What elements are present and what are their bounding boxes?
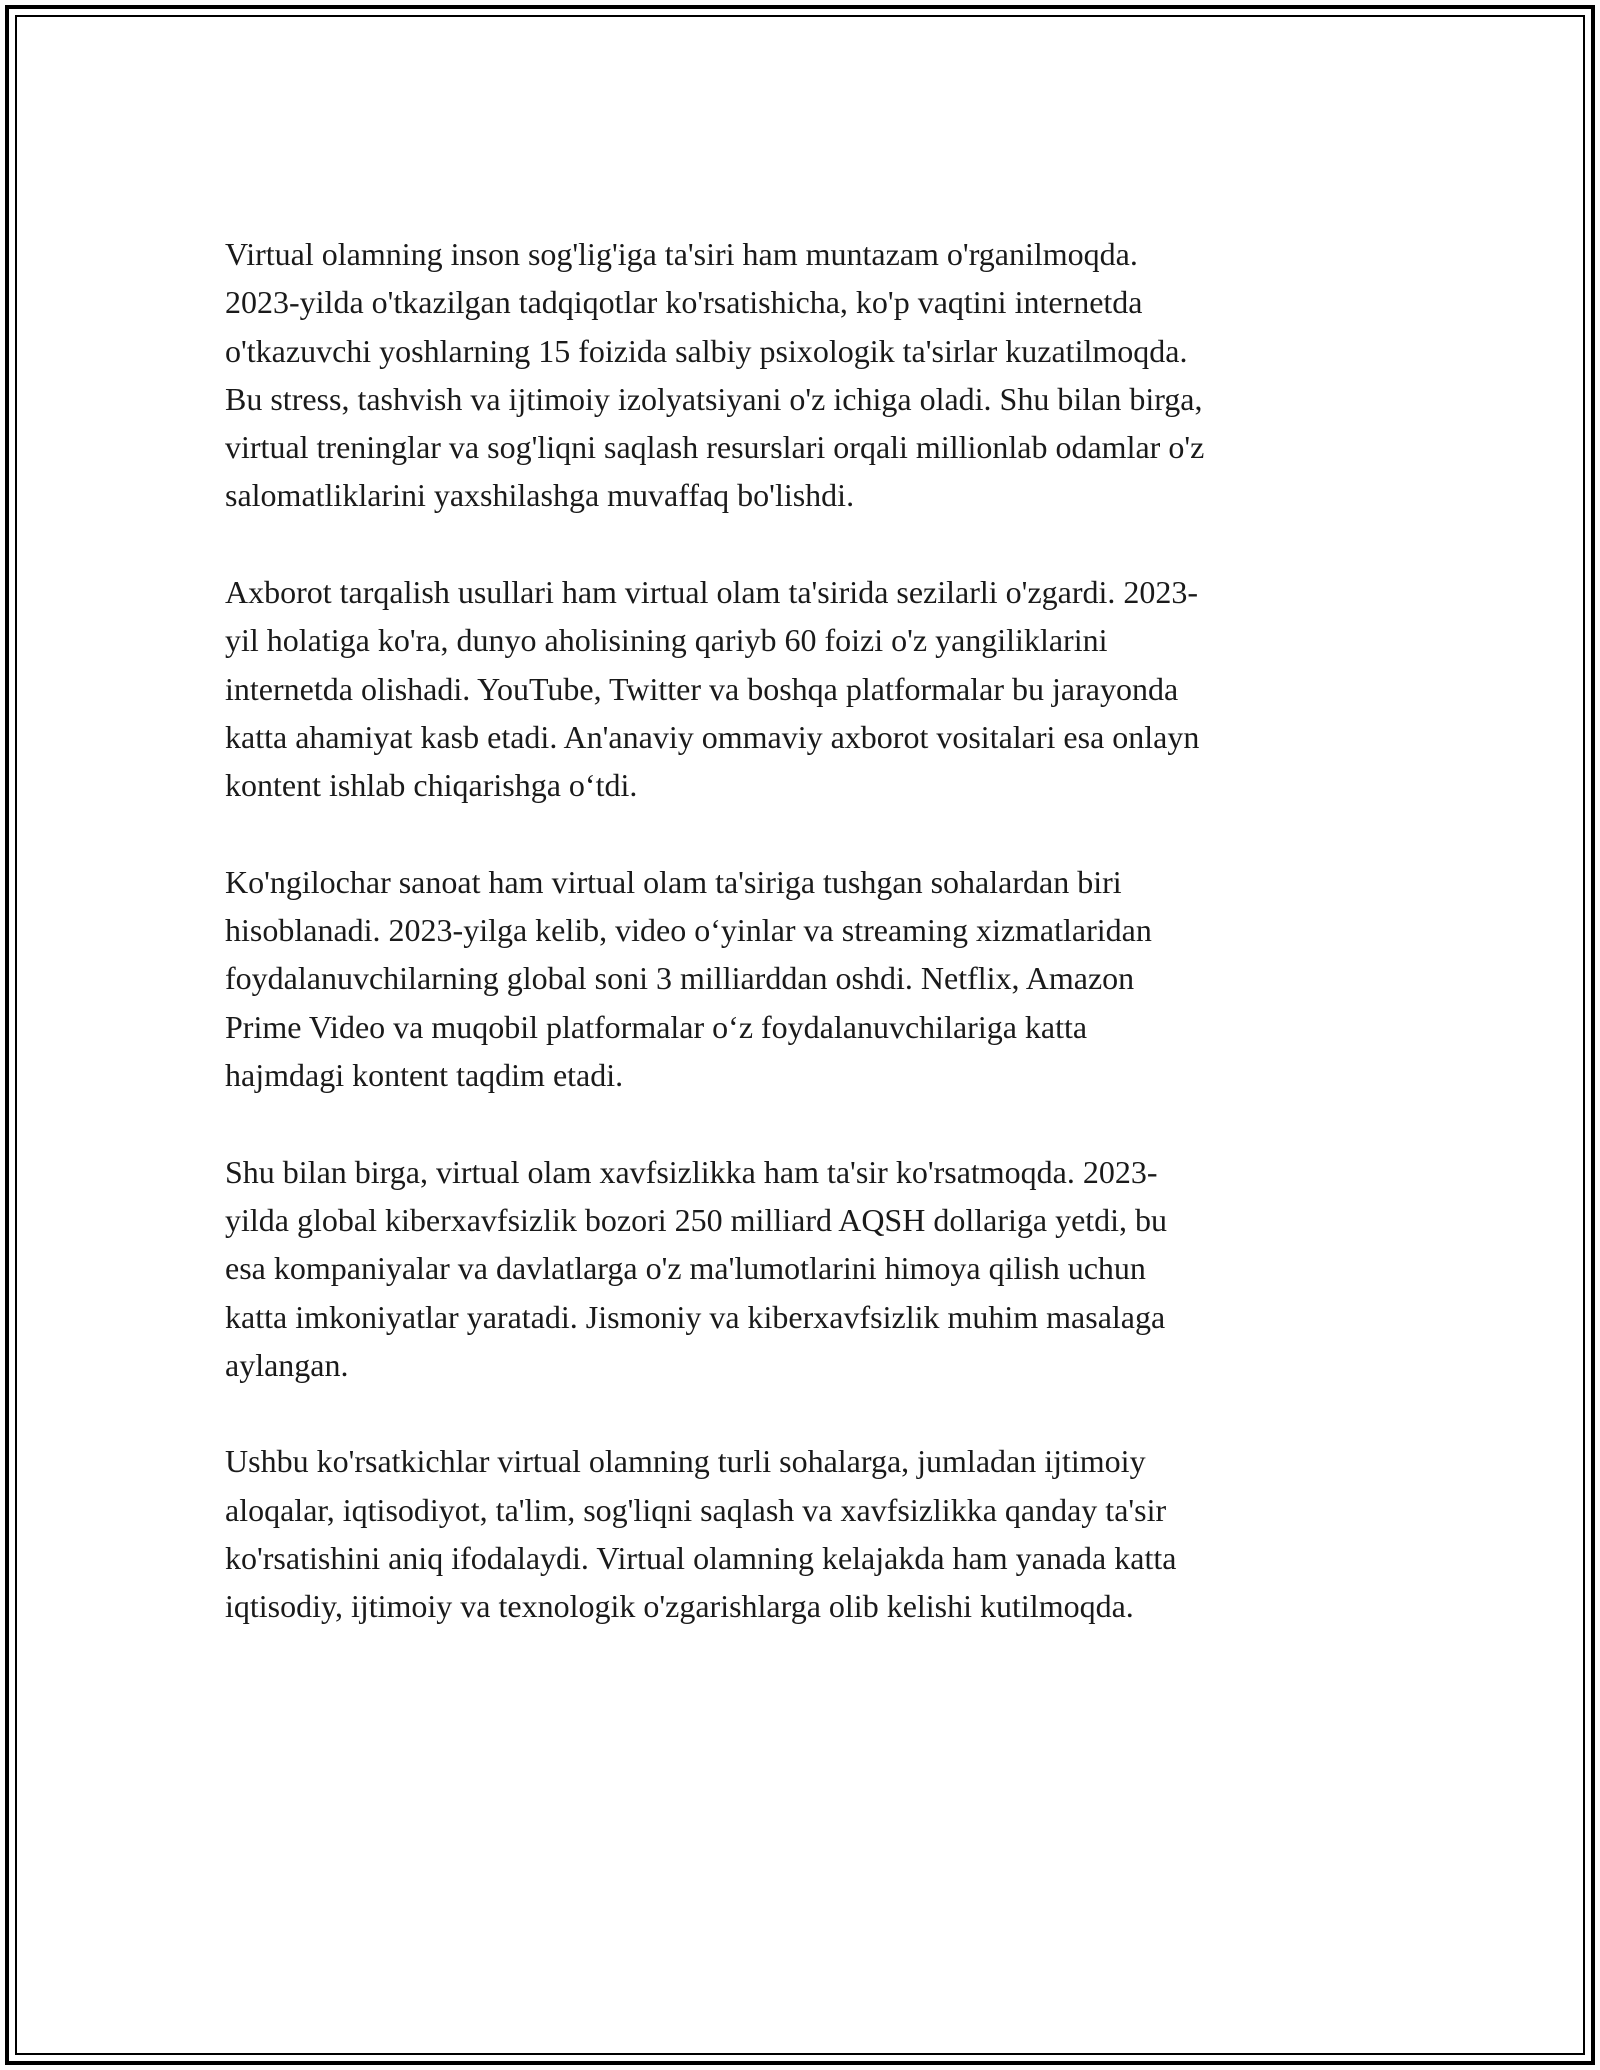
- paragraph-information: Axborot tarqalish usullari ham virtual olam ta'sirida sezilarli o'zgardi. 2023- yil holatiga ko'ra, dunyo aholisining qariyb 60 foizi o'z yangiliklarini internetda olishadi. YouTube, Twitter va boshqa platformalar bu jarayonda katta ahamiyat kasb etadi. An'anaviy ommaviy axborot vositalari esa onlayn kontent ishlab chiqarishga o‘tdi.: [225, 574, 1200, 804]
- document-body: [225, 230, 1385, 1679]
- paragraph-entertainment: Ko'ngilochar sanoat ham virtual olam ta'siriga tushgan sohalardan biri hisoblanadi. 2023-yilga kelib, video o‘yinlar va streaming xizmatlaridan foydalanuvchilarning global soni 3 milliarddan oshdi. Netflix, Amazon Prime Video va muqobil platformalar o‘z foydalanuvchilariga katta hajmdagi kontent taqdim etadi.: [225, 863, 1152, 1094]
- paragraph-health: Virtual olamning inson sog'lig'iga ta'siri ham muntazam o'rganilmoqda. 2023-yilda o'tkazilgan tadqiqotlar ko'rsatishicha, ko'p vaqtini internetda o'tkazuvchi yoshlarning 15 foizida salbiy psixologik ta'sirlar kuzatilmoqda. Bu stress, tashvish va ijtimoiy izolyatsiyani o'z ichiga oladi. Shu bilan birga, virtual treninglar va sog'liqni saqlash resurslari orqali millionlab odamlar o'z salomatliklarini yaxshilashga muvaffaq bo'lishdi.: [225, 236, 1205, 514]
- paragraph-security: Shu bilan birga, virtual olam xavfsizlikka ham ta'sir ko'rsatmoqda. 2023- yilda global kiberxavfsizlik bozori 250 milliard AQSH dollariga yetdi, bu esa kompaniyalar va davlatlarga o'z ma'lumotlarini himoya qilish uchun katta imkoniyatlar yaratadi. Jismoniy va kiberxavfsizlik muhim masalaga aylangan.: [225, 1153, 1168, 1383]
- paragraph-conclusion: Ushbu ko'rsatkichlar virtual olamning turli sohalarga, jumladan ijtimoiy aloqalar, iqtisodiyot, ta'lim, sog'liqni saqlash va xavfsizlikka qanday ta'sir ko'rsatishini aniq ifodalaydi. Virtual olamning kelajakda ham yanada katta iqtisodiy, ijtimoiy va texnologik o'zgarishlarga olib kelishi kutilmoqda.: [225, 1443, 1177, 1625]
